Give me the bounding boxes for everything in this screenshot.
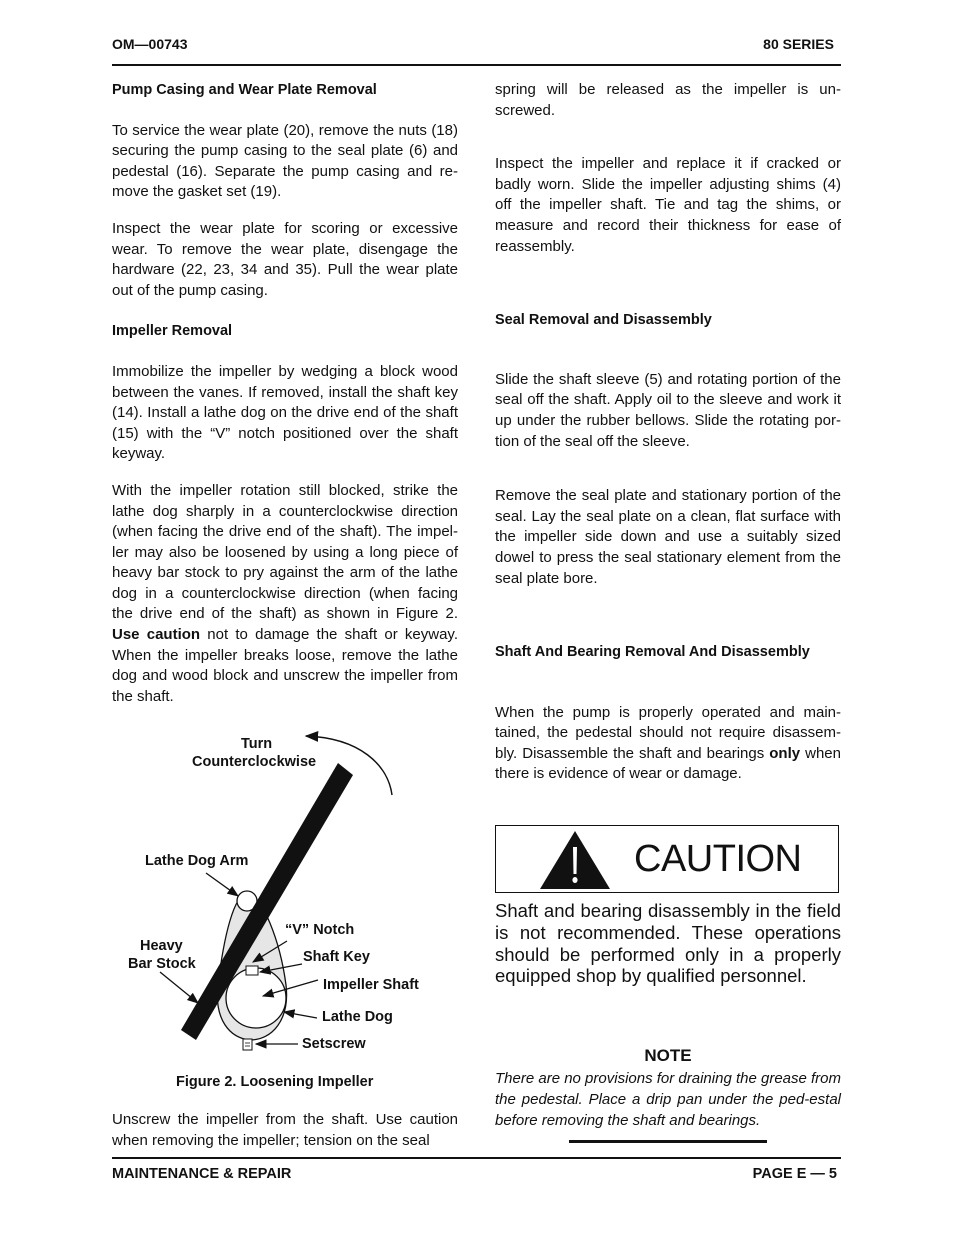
warning-triangle-icon: [538, 829, 612, 891]
footer-rule: [112, 1157, 841, 1159]
only-emphasis: only: [769, 744, 801, 762]
left-closing-text: Unscrew the impeller from the shaft. Use caution when removing the impeller; tension on the seal: [112, 1111, 458, 1149]
caution-word: CAUTION: [634, 838, 802, 880]
impeller-heading: Impeller Removal: [112, 323, 233, 340]
right-column: [495, 80, 841, 785]
series-label: 80 SERIES: [763, 36, 834, 52]
label-v-notch: “V” Notch: [285, 922, 355, 938]
continued-text: spring will be released as the impeller is un-screwed.: [495, 81, 841, 119]
shaft-paragraph: [495, 703, 841, 785]
caution-box: [495, 825, 839, 893]
impeller-paragraph-1: Immobilize the impeller by wedging a block wood between the vanes. If removed, install the shaft key (14). Install a lathe dog on the drive end of the shaft (15) with the “V” notch positioned over the shaft keyway.: [112, 362, 458, 463]
inspect-paragraph: Inspect the impeller and replace it if cracked or badly worn. Slide the impeller adjusting shims (4) off the impeller shaft. Tie and tag the shims, or measure and record their thickness for ease of reassembly.: [495, 155, 841, 255]
shaft-key: [246, 966, 258, 975]
footer-section: MAINTENANCE & REPAIR: [112, 1166, 292, 1182]
impeller-paragraph-2-a: With the impeller rotation still blocked, strike the lathe dog sharply in a counterclockwise direction (when facing the drive end of the shaft). The impel-ler may also be loosened by using a long piece of heavy bar stock to pry against the arm of the lathe dog in a counterclockwise direction (when facing the drive end of the shaft) as shown in Figure 2.: [112, 481, 458, 623]
impeller-paragraph-2-b: not to damage the shaft or keyway. When the impeller breaks loose, remove the lathe dog and wood block and unscrew the impeller from the shaft.: [112, 626, 458, 705]
label-bar-stock: Bar Stock: [128, 956, 196, 972]
label-lathe-dog: Lathe Dog: [322, 1009, 393, 1025]
seal-paragraph-1: Slide the shaft sleeve (5) and rotating portion of the seal off the shaft. Apply oil to the sleeve and work it up under the rubber bellows. Slide the rotating por-tion of the seal off the sleeve.: [495, 370, 841, 450]
note-title: NOTE: [644, 1046, 692, 1065]
seal-heading: Seal Removal and Disassembly: [495, 312, 712, 329]
caution-text: Shaft and bearing disassembly in the field is not recommended. These operations should be performed only in a properly equipped shop by qualified personnel.: [495, 900, 841, 987]
label-heavy: Heavy: [140, 938, 183, 954]
seal-paragraph-2: Remove the seal plate and stationary portion of the seal. Lay the seal plate on a clean, flat surface with the impeller side down and use a suitably sized dowel to press the seal stationary element from the seal plate bore.: [495, 487, 841, 587]
doc-number: OM—00743: [112, 36, 188, 52]
label-setscrew: Setscrew: [302, 1036, 366, 1052]
pump-casing-paragraph-2: Inspect the wear plate for scoring or excessive wear. To remove the wear plate, disengage the hardware (22, 23, 34 and 35). Pull the wear plate out of the pump casing.: [112, 219, 458, 299]
shaft-heading: Shaft And Bearing Removal And Disassembly: [495, 644, 810, 661]
note-end-rule: [569, 1140, 767, 1143]
shaft-paragraph-a: When the pump is properly operated and main-tained, the pedestal should not require disassem-bly. Disassemble the shaft and bearings: [495, 703, 841, 762]
use-caution-emphasis: Use caution: [112, 626, 201, 644]
label-lathe-dog-arm: Lathe Dog Arm: [145, 853, 249, 869]
pump-casing-heading: Pump Casing and Wear Plate Removal: [112, 82, 377, 98]
setscrew: [243, 1039, 252, 1050]
label-shaft-key: Shaft Key: [303, 949, 370, 965]
label-counterclockwise: Counterclockwise: [192, 754, 317, 770]
impeller-shaft-circle: [226, 968, 286, 1028]
rotation-arrow: [306, 736, 392, 795]
label-impeller-shaft: Impeller Shaft: [323, 977, 419, 993]
shaft-paragraph-b: when there is evidence of wear or damage.: [495, 744, 841, 783]
footer-page: PAGE E — 5: [752, 1166, 837, 1182]
label-turn: Turn: [241, 736, 273, 752]
figure-caption: Figure 2. Loosening Impeller: [176, 1074, 374, 1090]
pump-casing-paragraph-1: To service the wear plate (20), remove the nuts (18) securing the pump casing to the seal plate (6) and pedestal (16). Separate the pump casing and re-move the gasket set (19).: [112, 121, 458, 201]
note-text: There are no provisions for draining the grease from the pedestal. Place a drip pan under the ped-estal before removing the shaft and bearings.: [495, 1070, 842, 1129]
